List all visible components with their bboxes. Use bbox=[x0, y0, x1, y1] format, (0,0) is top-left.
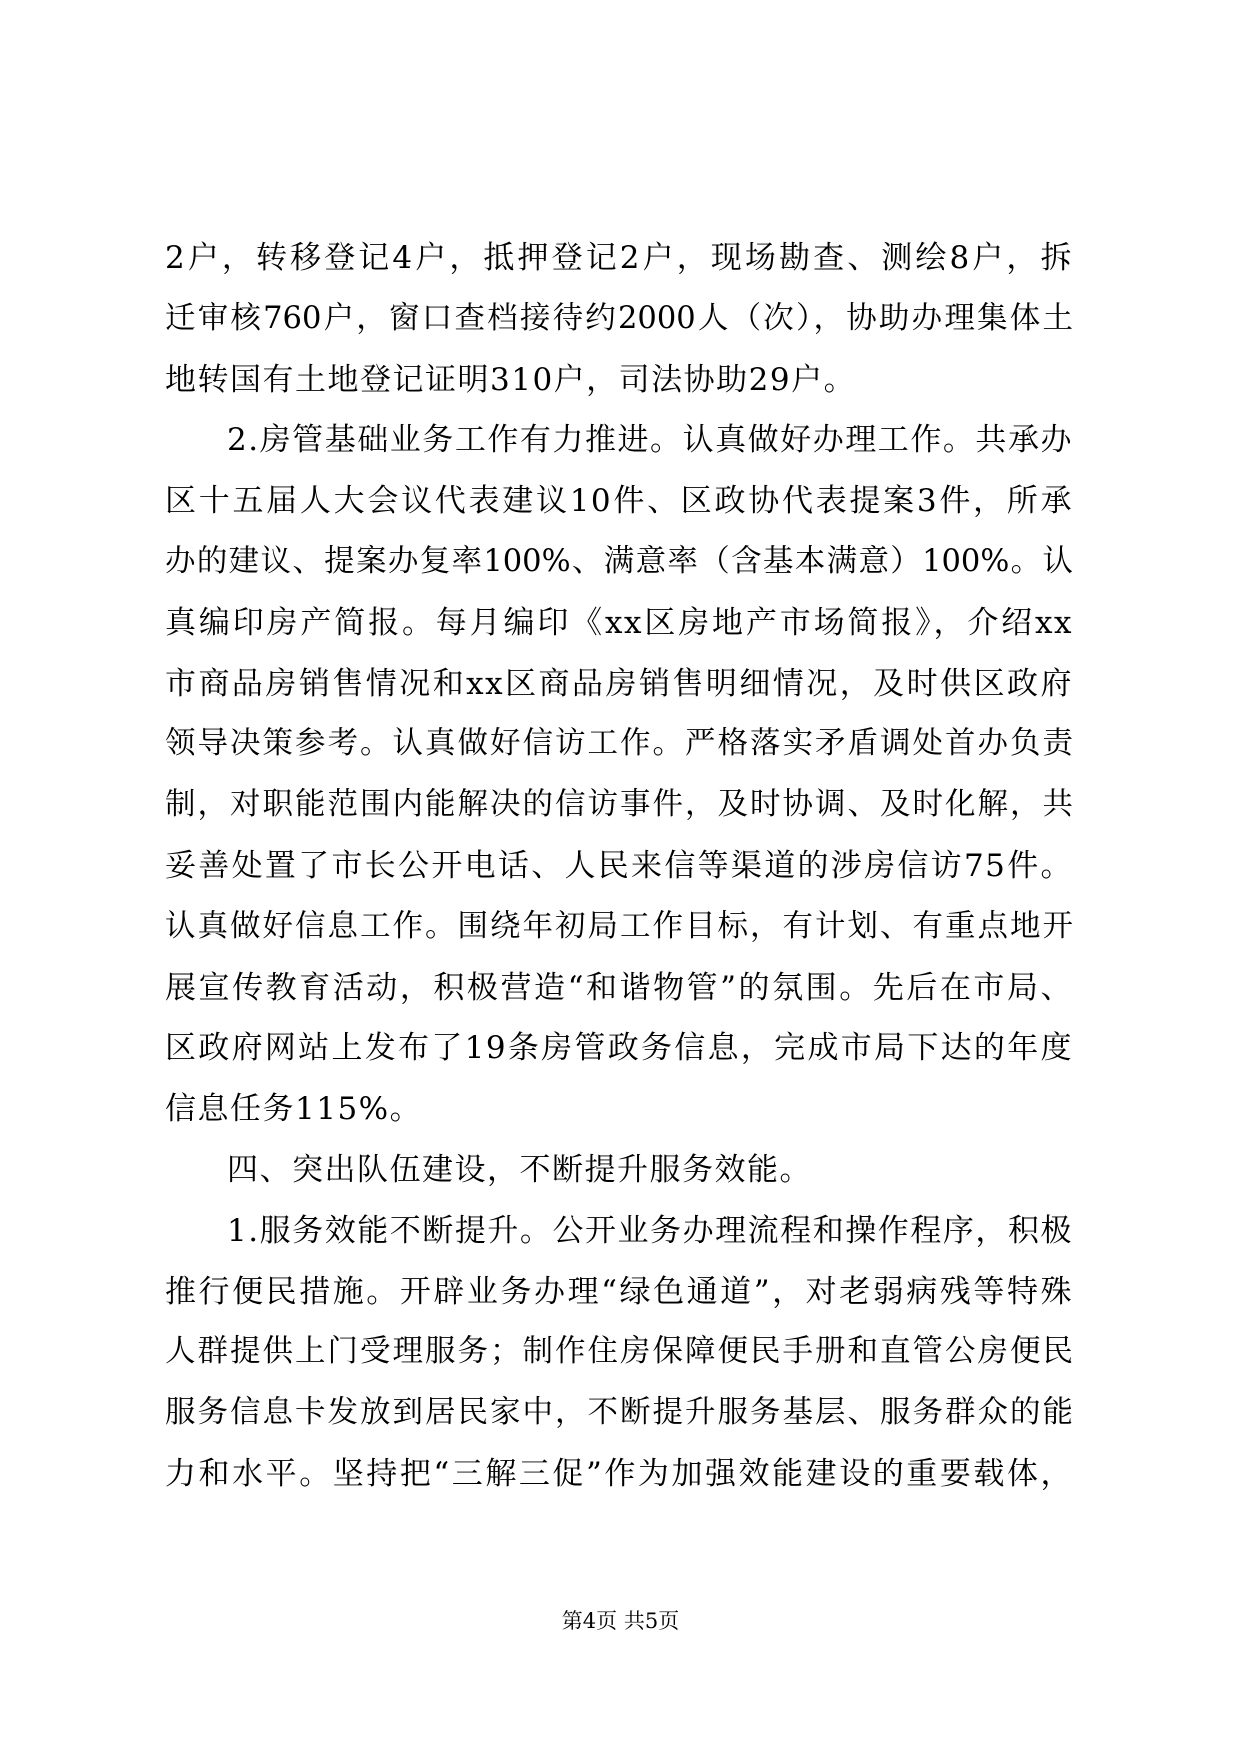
text-line: 力和水平。坚持把“三解三促”作为加强效能建设的重要载体， bbox=[165, 1455, 1073, 1492]
text-line: 2.房管基础业务工作有力推进。认真做好办理工作。共承办 bbox=[227, 422, 1073, 459]
text-line: 办的建议、提案办复率100%、满意率（含基本满意）100%。认 bbox=[165, 543, 1073, 579]
text-line: 地转国有土地登记证明310户，司法协助29户。 bbox=[165, 361, 857, 398]
text-line: 区政府网站上发布了19条房管政务信息，完成市局下达的年度 bbox=[165, 1030, 1073, 1067]
text-line: 信息任务115%。 bbox=[165, 1091, 423, 1128]
text-line: 2户，转移登记4户，抵押登记2户，现场勘查、测绘8户，拆 bbox=[165, 240, 1073, 276]
text-line: 迁审核760户，窗口查档接待约2000人（次），协助办理集体土 bbox=[165, 300, 1073, 336]
document-body bbox=[165, 228, 1073, 1505]
text-line: 区十五届人大会议代表建议10件、区政协代表提案3件，所承 bbox=[165, 483, 1073, 520]
text-line: 展宣传教育活动，积极营造“和谐物管”的氛围。先后在市局、 bbox=[165, 969, 1073, 1006]
text-line: 人群提供上门受理服务；制作住房保障便民手册和直管公房便民 bbox=[165, 1334, 1073, 1370]
text-line: 四、突出队伍建设，不断提升服务效能。 bbox=[227, 1151, 812, 1188]
page-number-footer: 第4页 共5页 bbox=[561, 1609, 680, 1633]
text-line: 1.服务效能不断提升。公开业务办理流程和操作程序，积极 bbox=[227, 1212, 1073, 1249]
text-line: 市商品房销售情况和xx区商品房销售明细情况，及时供区政府 bbox=[165, 665, 1073, 702]
text-line: 认真做好信息工作。围绕年初局工作目标，有计划、有重点地开 bbox=[165, 908, 1073, 944]
text-line: 服务信息卡发放到居民家中，不断提升服务基层、服务群众的能 bbox=[165, 1395, 1073, 1431]
text-line: 推行便民措施。开辟业务办理“绿色通道”，对老弱病残等特殊 bbox=[165, 1273, 1073, 1310]
text-line: 妥善处置了市长公开电话、人民来信等渠道的涉房信访75件。 bbox=[165, 847, 1073, 884]
text-line: 真编印房产简报。每月编印《xx区房地产市场简报》，介绍xx bbox=[165, 604, 1073, 641]
text-line: 制，对职能范围内能解决的信访事件，及时协调、及时化解，共 bbox=[165, 787, 1073, 823]
text-line: 领导决策参考。认真做好信访工作。严格落实矛盾调处首办负责 bbox=[165, 726, 1073, 762]
